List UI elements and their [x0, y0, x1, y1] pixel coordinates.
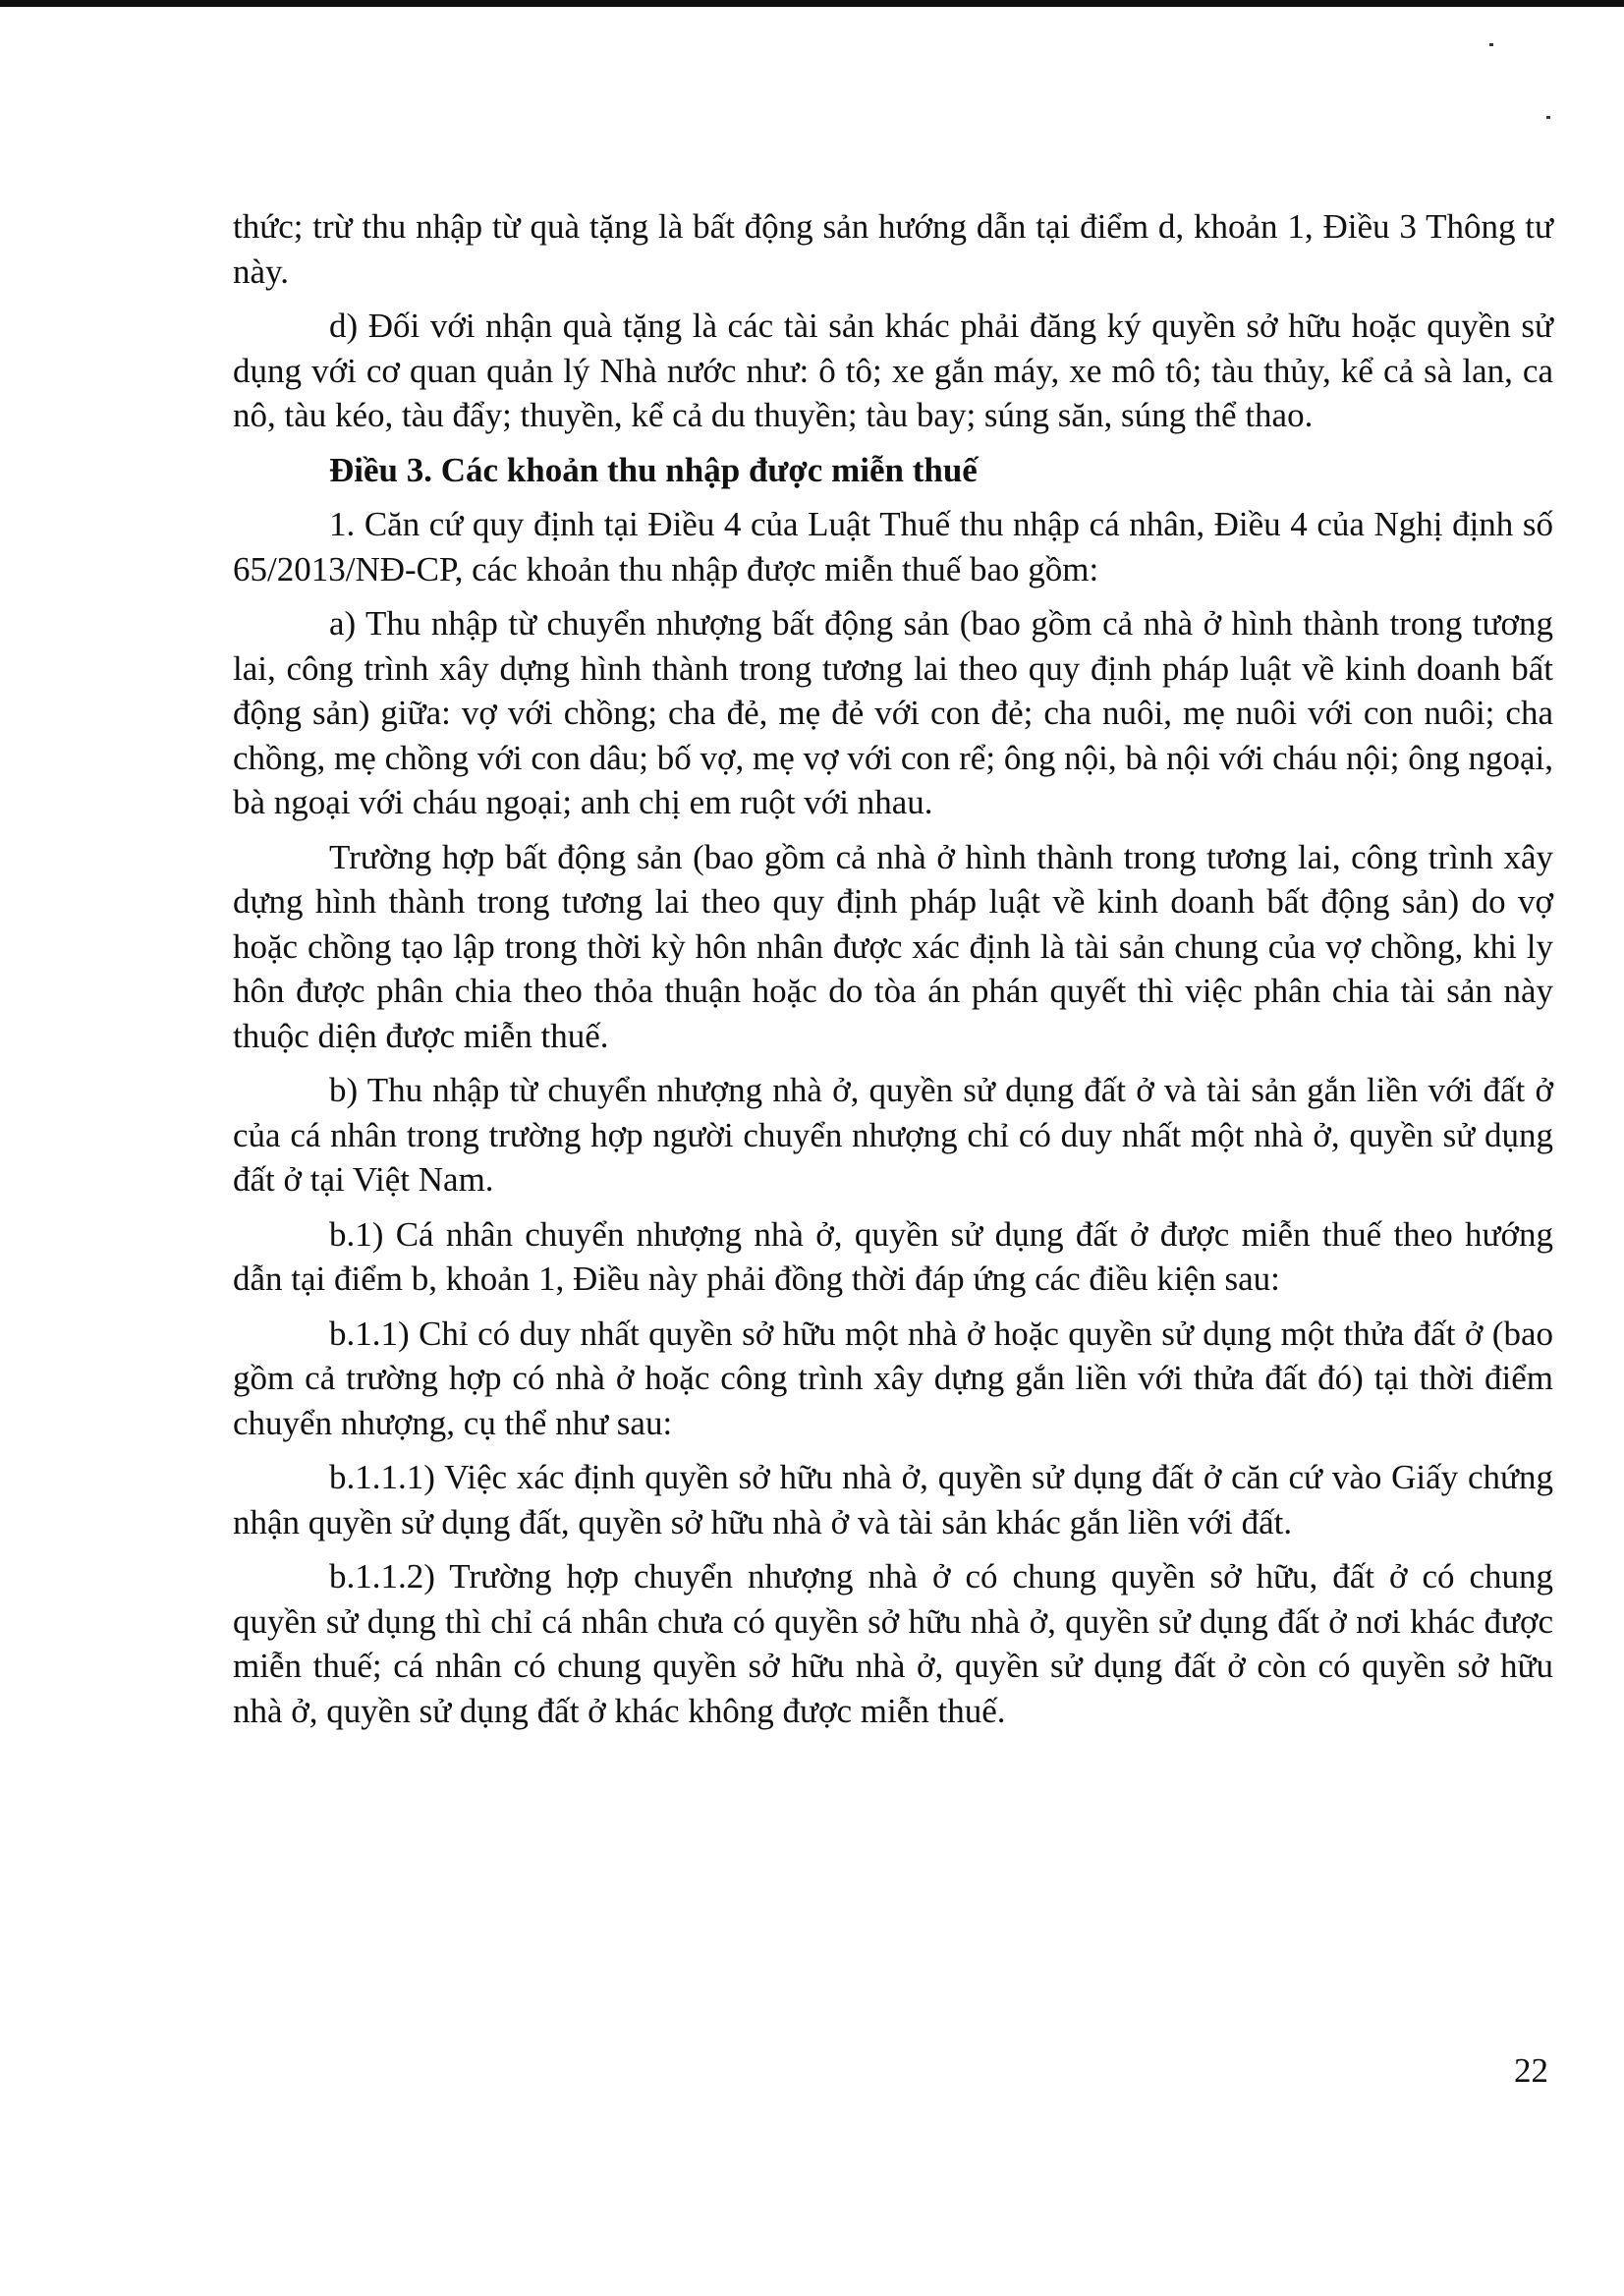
document-body — [233, 204, 1553, 1743]
top-border-line — [0, 0, 1624, 7]
paragraph-1: 1. Căn cứ quy định tại Điều 4 của Luật Thuế thu nhập cá nhân, Điều 4 của Nghị định số 65/2013/NĐ-CP, các khoản thu nhập được miễn thuế bao gồm: — [233, 505, 1553, 588]
page-number: 22 — [1514, 2051, 1548, 2090]
paragraph-b11: b.1.1) Chỉ có duy nhất quyền sở hữu một nhà ở hoặc quyền sử dụng một thửa đất ở (bao gồm cả trường hợp có nhà ở hoặc công trình xây dựng gắn liền với thửa đất đó) tại thời điểm chuyển nhượng, cụ thể như sau: — [233, 1314, 1553, 1442]
paragraph-divorce-case: Trường hợp bất động sản (bao gồm cả nhà ở hình thành trong tương lai, công trình xây dựng hình thành trong tương lai theo quy định pháp luật về kinh doanh bất động sản) do vợ hoặc chồng tạo lập trong thời kỳ hôn nhân được xác định là tài sản chung của vợ chồng, khi ly hôn được phân chia theo thỏa thuận hoặc do tòa án phán quyết thì việc phân chia tài sản này thuộc diện được miễn thuế. — [233, 837, 1553, 1055]
paragraph-continuation: thức; trừ thu nhập từ quà tặng là bất động sản hướng dẫn tại điểm d, khoản 1, Điều 3 Thông tư này. — [233, 207, 1553, 291]
paragraph-b: b) Thu nhập từ chuyển nhượng nhà ở, quyền sử dụng đất ở và tài sản gắn liền với đất ở của cá nhân trong trường hợp người chuyển nhượng chỉ có duy nhất một nhà ở, quyền sử dụng đất ở tại Việt Nam. — [233, 1071, 1553, 1199]
paragraph-b111: b.1.1.1) Việc xác định quyền sở hữu nhà ở, quyền sử dụng đất ở căn cứ vào Giấy chứng nhận quyền sử dụng đất, quyền sở hữu nhà ở và tài sản khác gắn liền với đất. — [233, 1458, 1553, 1541]
paragraph-a: a) Thu nhập từ chuyển nhượng bất động sản (bao gồm cả nhà ở hình thành trong tương lai, công trình xây dựng hình thành trong tương lai theo quy định pháp luật về kinh doanh bất động sản) giữa: vợ với chồng; cha đẻ, mẹ đẻ với con đẻ; cha nuôi, mẹ nuôi với con nuôi; cha chồng, mẹ chồng với con dâu; bố vợ, mẹ vợ với con rể; ông nội, bà nội với cháu nội; ông ngoại, bà ngoại với cháu ngoại; anh chị em ruột với nhau. — [233, 604, 1553, 821]
article-heading: Điều 3. Các khoản thu nhập được miễn thuế — [329, 450, 978, 489]
scan-mark-bottom — [1546, 116, 1550, 119]
paragraph-d: d) Đối với nhận quà tặng là các tài sản khác phải đăng ký quyền sở hữu hoặc quyền sử dụng với cơ quan quản lý Nhà nước như: ô tô; xe gắn máy, xe mô tô; tàu thủy, kể cả sà lan, ca nô, tàu kéo, tàu đẩy; thuyền, kể cả du thuyền; tàu bay; súng săn, súng thể thao. — [233, 307, 1553, 434]
paragraph-b1: b.1) Cá nhân chuyển nhượng nhà ở, quyền sử dụng đất ở được miễn thuế theo hướng dẫn tại điểm b, khoản 1, Điều này phải đồng thời đáp ứng các điều kiện sau: — [233, 1214, 1553, 1298]
paragraph-b112: b.1.1.2) Trường hợp chuyển nhượng nhà ở có chung quyền sở hữu, đất ở có chung quyền sử dụng thì chỉ cá nhân chưa có quyền sở hữu nhà ở, quyền sử dụng đất ở nơi khác được miễn thuế; cá nhân có chung quyền sở hữu nhà ở, quyền sử dụng đất ở còn có quyền sở hữu nhà ở, quyền sử dụng đất ở khác không được miễn thuế. — [233, 1557, 1553, 1730]
scan-mark-top — [1489, 43, 1493, 46]
